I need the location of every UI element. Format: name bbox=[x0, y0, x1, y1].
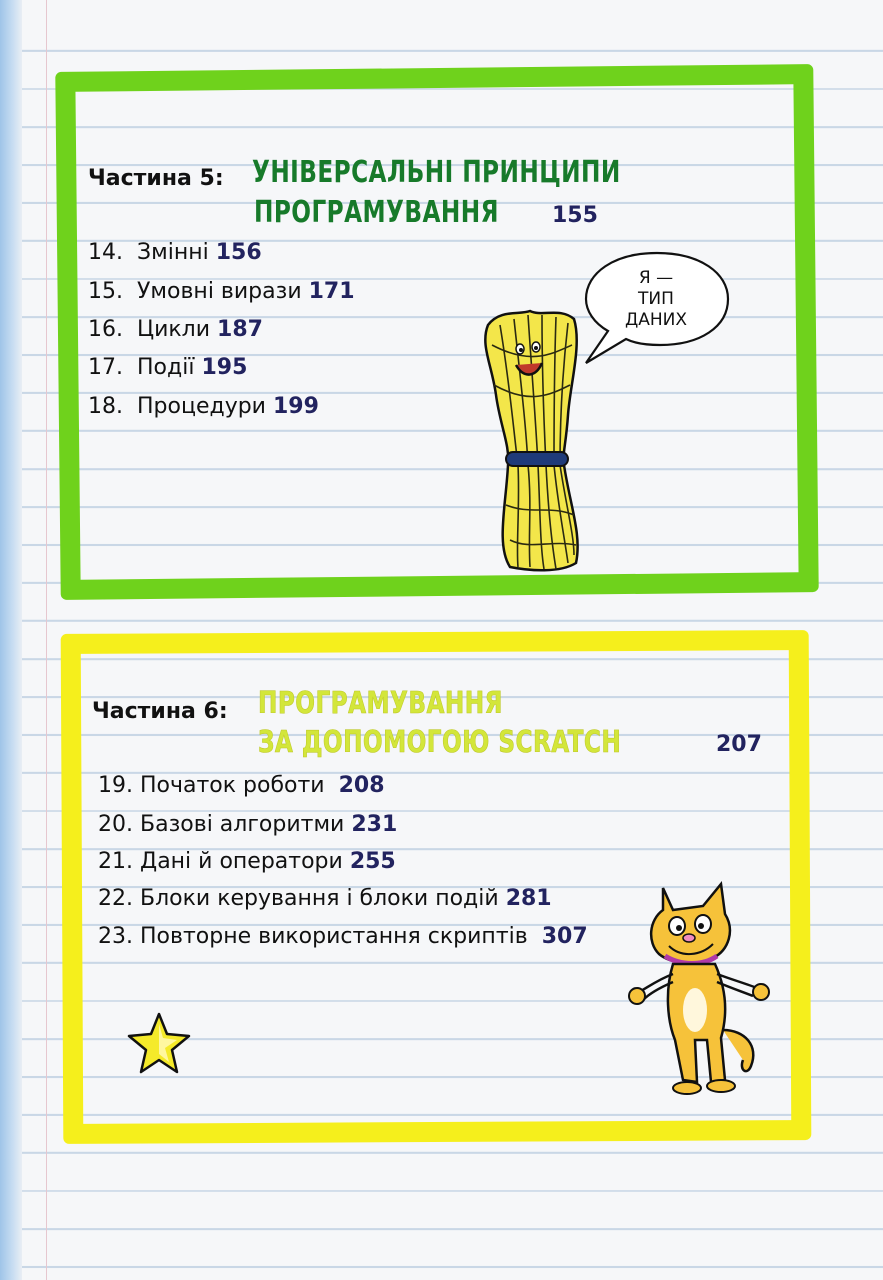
toc-item[interactable] bbox=[88, 240, 262, 265]
book-spine-edge bbox=[0, 0, 22, 1280]
speech-line: ТИП bbox=[638, 289, 674, 309]
toc-item-number: 18. bbox=[88, 394, 123, 419]
toc-item-title: Повторне використання скриптів bbox=[140, 924, 528, 949]
toc-item-page: 156 bbox=[215, 240, 262, 265]
toc-item-page: 231 bbox=[351, 812, 398, 837]
toc-item-title: Процедури bbox=[137, 394, 266, 419]
toc-item-title: Події bbox=[137, 355, 195, 380]
toc-item[interactable] bbox=[98, 886, 552, 911]
toc-item[interactable] bbox=[98, 849, 396, 874]
toc-item-title: Початок роботи bbox=[140, 773, 325, 798]
toc-item-number: 14. bbox=[88, 240, 123, 265]
toc-item[interactable] bbox=[88, 355, 247, 380]
part6-label: Частина 6: bbox=[92, 699, 228, 724]
toc-item-number: 16. bbox=[88, 317, 123, 342]
toc-item-title: Змінні bbox=[137, 240, 209, 265]
toc-item-page: 281 bbox=[505, 886, 552, 911]
toc-item-page: 195 bbox=[201, 355, 248, 380]
spaghetti-mascot-icon bbox=[470, 305, 600, 580]
part6-title-line2: ЗА ДОПОМОГОЮ SCRATCH bbox=[258, 725, 622, 760]
part6-page-number: 207 bbox=[716, 732, 762, 757]
toc-item-number: 17. bbox=[88, 355, 123, 380]
toc-item-page: 255 bbox=[349, 849, 396, 874]
toc-item[interactable] bbox=[98, 812, 397, 837]
part6-title-line1: ПРОГРАМУВАННЯ bbox=[258, 686, 503, 721]
star-icon bbox=[125, 1010, 193, 1078]
toc-item-title: Базові алгоритми bbox=[140, 812, 345, 837]
toc-item-title: Дані й оператори bbox=[140, 849, 343, 874]
toc-item-page: 171 bbox=[308, 279, 355, 304]
margin-line bbox=[46, 0, 47, 1280]
toc-item-title: Цикли bbox=[137, 317, 211, 342]
toc-item-number: 15. bbox=[88, 279, 123, 304]
toc-item[interactable] bbox=[88, 279, 355, 304]
speech-bubble-text bbox=[600, 268, 712, 331]
part5-title-line1: УНІВЕРСАЛЬНІ ПРИНЦИПИ bbox=[252, 155, 621, 190]
speech-line: Я — bbox=[638, 268, 674, 288]
toc-item-page: 208 bbox=[338, 773, 385, 798]
toc-item-number: 19. bbox=[98, 773, 133, 798]
toc-item[interactable] bbox=[88, 317, 263, 342]
toc-item-title: Блоки керування і блоки подій bbox=[140, 886, 499, 911]
speech-line: ДАНИХ bbox=[624, 310, 688, 330]
toc-item[interactable] bbox=[98, 773, 385, 798]
scratch-cat-icon bbox=[625, 870, 785, 1110]
toc-item-number: 23. bbox=[98, 924, 133, 949]
part5-label: Частина 5: bbox=[88, 166, 224, 191]
part5-page-number: 155 bbox=[552, 203, 598, 228]
toc-item-page: 187 bbox=[217, 317, 263, 342]
toc-item-title: Умовні вирази bbox=[137, 279, 302, 304]
toc-item-number: 21. bbox=[98, 849, 133, 874]
toc-item[interactable] bbox=[88, 394, 319, 419]
part5-title-line2: ПРОГРАМУВАННЯ bbox=[254, 195, 499, 230]
toc-item-number: 22. bbox=[98, 886, 133, 911]
toc-item[interactable] bbox=[98, 924, 588, 949]
toc-item-page: 307 bbox=[541, 924, 588, 949]
toc-item-number: 20. bbox=[98, 812, 133, 837]
toc-item-page: 199 bbox=[272, 394, 319, 419]
